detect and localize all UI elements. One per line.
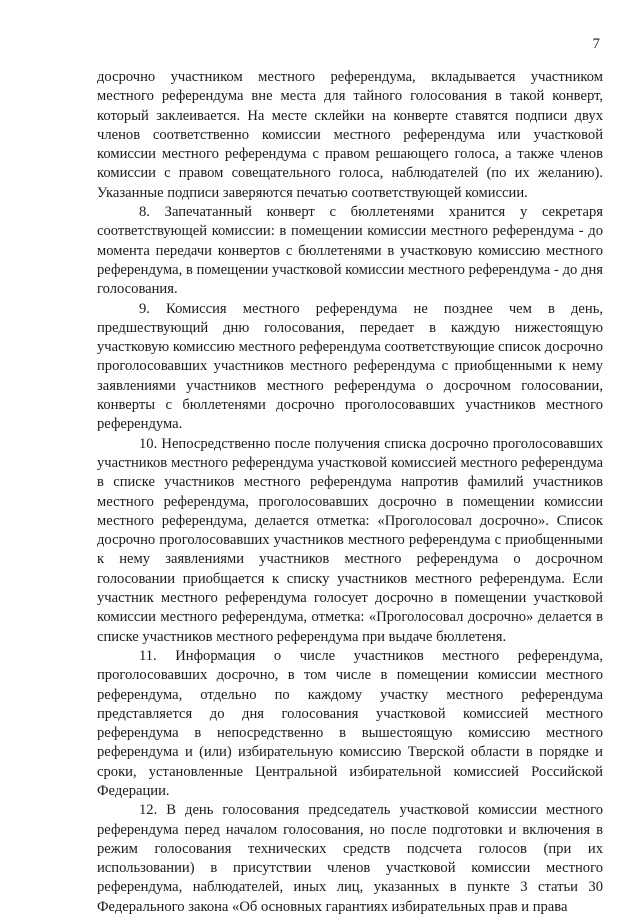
paragraph-11: 11. Информация о числе участников местного референдума, проголосовавших досрочно, в том числе в помещении комиссии местного референдума, отдельно по каждому участку местного референдума представляется до дня голосования участковой комиссией местного референдума в непосредственно в вышестоящую комиссию местного референдума и (или) избирательную комиссию Тверской области в порядке и сроки, установленные Центральной избирательной комиссией Российской Федерации. — [97, 647, 603, 799]
paragraph-9: 9. Комиссия местного референдума не позднее чем в день, предшествующий дню голосования, передает в каждую нижестоящую участковую комиссию местного референдума соответствующие список досрочно проголосовавших участников местного референдума с приобщенными к нему заявлениями участников местного референдума о досрочном голосовании, конверты с бюллетенями досрочно проголосовавших участников местного референдума. — [97, 300, 603, 433]
paragraph-8: 8. Запечатанный конверт с бюллетенями хранится у секретаря соответствующей комиссии: в помещении комиссии местного референдума - до момента передачи конвертов с бюллетенями в участковую комиссию местного референдума, в помещении участковой комиссии местного референдума - до дня голосования. — [97, 204, 603, 298]
document-body — [97, 68, 603, 917]
paragraph-continuation: досрочно участником местного референдума, вкладывается участником местного референдума вне места для тайного голосования в такой конверт, который заклеивается. На месте склейки на конверте ставятся подписи двух членов соответственно комиссии местного референдума или участковой комиссии местного референдума с правом решающего голоса, а также членов комиссии с правом совещательного голоса, наблюдателей (по их желанию). Указанные подписи заверяются печатью соответствующей комиссии. — [97, 69, 603, 201]
paragraph-10: 10. Непосредственно после получения списка досрочно проголосовавших участников местного референдума участковой комиссией местного референдума в списке участников местного референдума напротив фамилий участников местного референдума, проголосовавших досрочно в помещении комиссии местного референдума, делается отметка: «Проголосовал досрочно». Список досрочно проголосовавших участников местного референдума с приобщенными к нему заявлениями участников местного референдума о досрочном голосовании приобщается к списку участников местного референдума. Если участник местного референдума голосует досрочно в помещении участковой комиссии местного референдума, отметка: «Проголосовал досрочно» делается в списке участников местного референдума при выдаче бюллетеня. — [97, 435, 603, 645]
paragraph-12: 12. В день голосования председатель участковой комиссии местного референдума перед началом голосования, но после подготовки и включения в режим голосования технических средств подсчета голосов (при их использовании) в присутствии членов участковой комиссии местного референдума, наблюдателей, иных лиц, указанных в пункте 3 статьи 30 Федерального закона «Об основных гарантиях избирательных прав и права — [97, 802, 603, 915]
page-number: 7 — [592, 36, 600, 52]
